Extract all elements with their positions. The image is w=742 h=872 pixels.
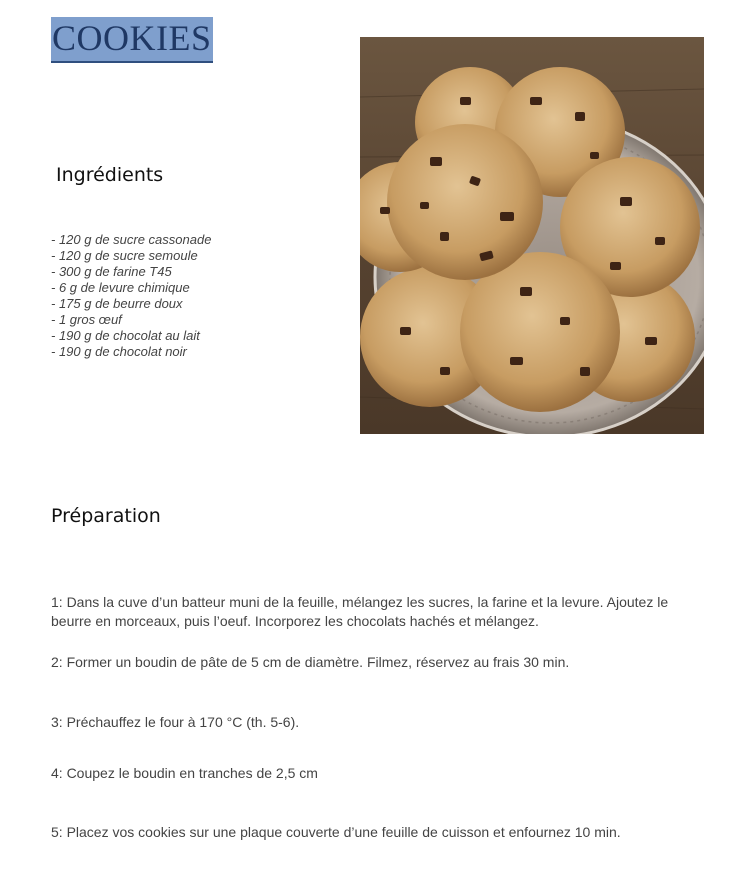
- preparation-step: 1: Dans la cuve d’un batteur muni de la feuille, mélangez les sucres, la farine et la levure. Ajoutez le beurre en morceaux, puis l’oeuf. Incorporez les chocolats hachés et mélangez.: [51, 594, 669, 629]
- ingredient-item: - 1 gros œuf: [51, 312, 122, 327]
- ingredient-item: - 6 g de levure chimique: [51, 280, 190, 295]
- ingredient-item: - 175 g de beurre doux: [51, 296, 183, 311]
- ingredient-item: - 190 g de chocolat au lait: [51, 328, 200, 343]
- preparation-step: 5: Placez vos cookies sur une plaque couverte d’une feuille de cuisson et enfournez 10 min.: [51, 824, 621, 840]
- preparation-step: 4: Coupez le boudin en tranches de 2,5 cm: [51, 765, 318, 781]
- ingredient-item: - 120 g de sucre semoule: [51, 248, 198, 263]
- ingredient-item: - 300 g de farine T45: [51, 264, 172, 279]
- cookies-image: [360, 37, 704, 434]
- preparation-heading: Préparation: [51, 505, 161, 527]
- cookies-photo: [360, 37, 704, 434]
- page-title: COOKIES: [51, 17, 213, 63]
- ingredient-item: - 120 g de sucre cassonade: [51, 232, 212, 247]
- ingredients-heading: Ingrédients: [56, 164, 164, 186]
- ingredient-item: - 190 g de chocolat noir: [51, 344, 187, 359]
- preparation-step: 3: Préchauffez le four à 170 °C (th. 5-6).: [51, 714, 300, 730]
- ingredients-list: [51, 232, 211, 360]
- preparation-step: 2: Former un boudin de pâte de 5 cm de diamètre. Filmez, réservez au frais 30 min.: [51, 654, 570, 670]
